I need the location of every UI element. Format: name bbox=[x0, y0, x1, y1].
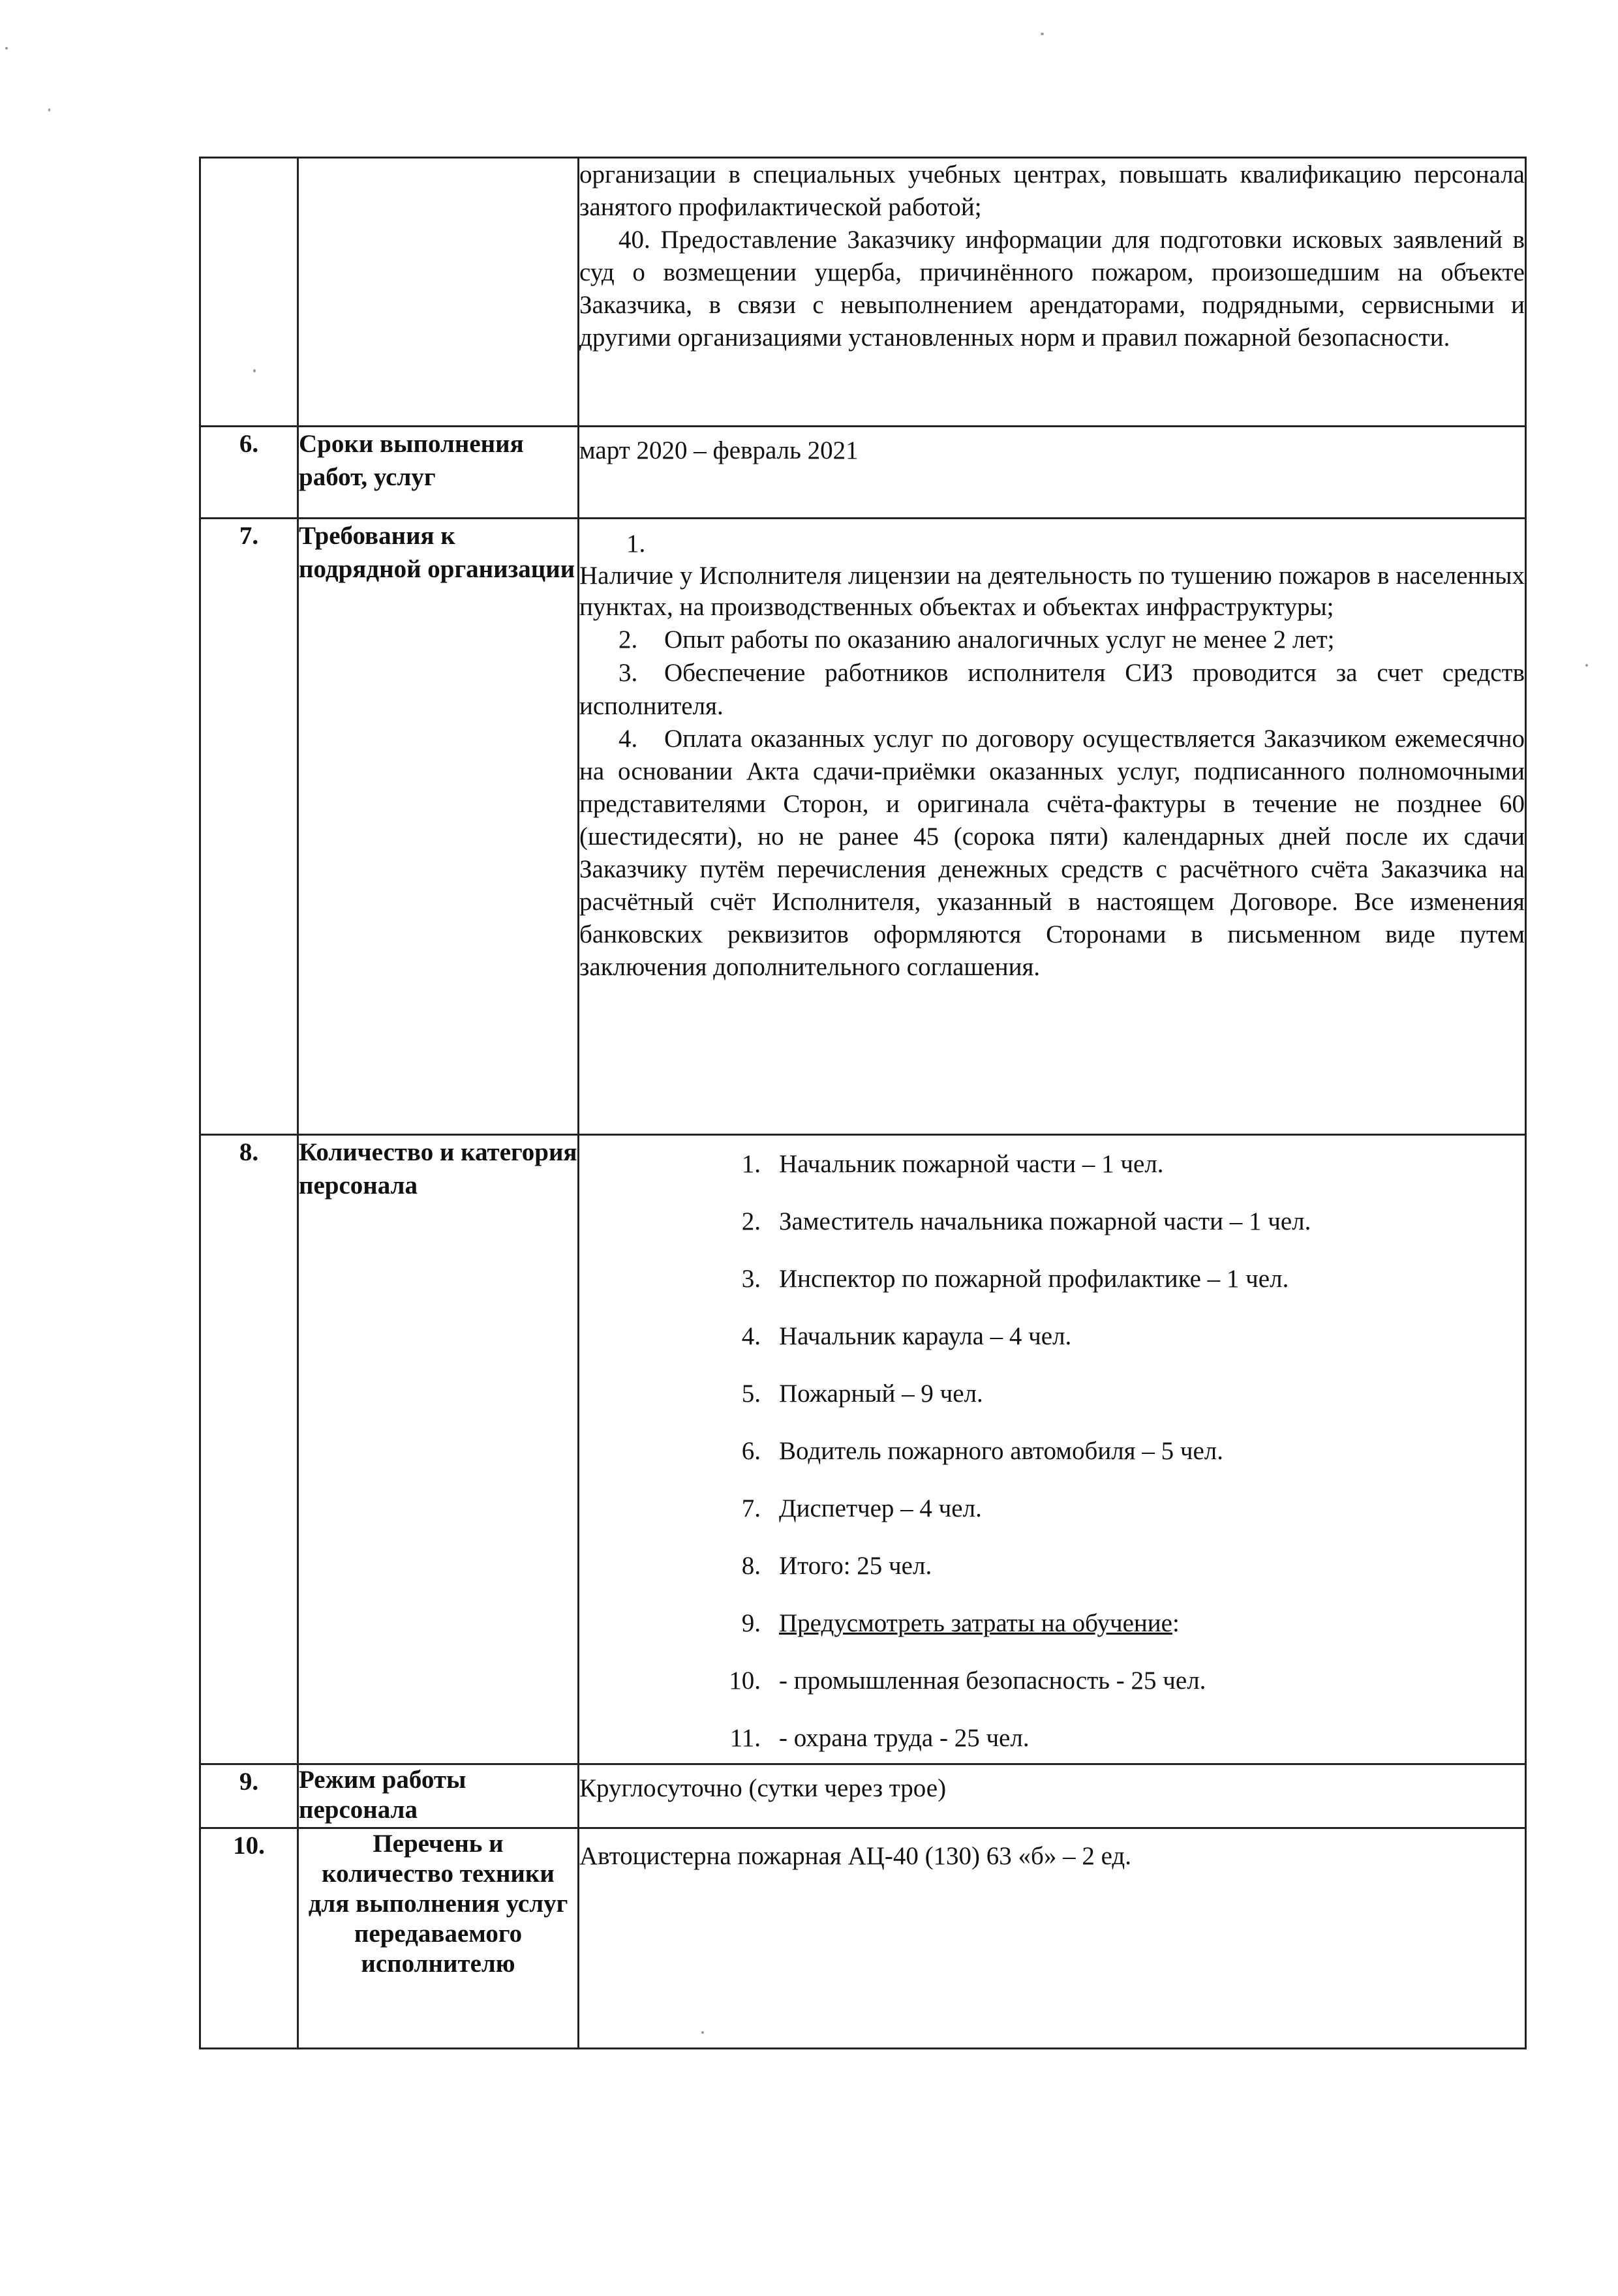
row-content bbox=[579, 519, 1526, 1135]
scan-speck bbox=[48, 108, 50, 112]
list-item-text: - охрана труда - 25 чел. bbox=[779, 1724, 1030, 1752]
list-item bbox=[579, 1262, 1525, 1296]
requirement-item-3-text: Обеспечение работников исполнителя СИЗ проводится за счет средств исполнителя. bbox=[579, 659, 1525, 720]
scan-speck bbox=[1041, 33, 1044, 35]
row-number-cell bbox=[200, 158, 298, 427]
table-row-8 bbox=[200, 1135, 1526, 1764]
list-item-text: Заместитель начальника пожарной части – 1 чел. bbox=[779, 1207, 1311, 1235]
list-item bbox=[579, 1607, 1525, 1640]
requirement-item-1-number: 1. bbox=[626, 530, 646, 558]
requirement-item-4-text: Оплата оказанных услуг по договору осуществляется Заказчиком ежемесячно на основании Акта сдачи-приёмки оказанных услуг, подписанного полномочными представителями Сторон, и оригинала счёта-фактуры в течение не позднее 60 (шестидесяти), но не ранее 45 (сорока пяти) календарных дней после их сдачи Заказчику путём перечисления денежных средств с расчётного счёта Заказчика на расчётный счёт Исполнителя, указанный в настоящем Договоре. Все изменения банковских реквизитов оформляются Сторонами в письменном виде путем заключения дополнительного соглашения. bbox=[579, 725, 1525, 981]
list-item-number: 10. bbox=[729, 1667, 761, 1695]
row-number: 10. bbox=[200, 1828, 298, 2049]
row-heading: Режим работы персонала bbox=[298, 1764, 579, 1828]
list-item-number: 11. bbox=[729, 1724, 761, 1752]
requirement-item-4-number: 4. bbox=[618, 725, 638, 753]
list-item bbox=[579, 1320, 1525, 1353]
list-item-number: 3. bbox=[741, 1265, 761, 1293]
row-content-cell bbox=[579, 158, 1526, 427]
list-item bbox=[579, 1549, 1525, 1583]
row-heading: Количество и категория персонала bbox=[298, 1135, 579, 1764]
requirements-table bbox=[199, 157, 1527, 2049]
list-item-text: Пожарный – 9 чел. bbox=[779, 1380, 983, 1408]
row-number: 7. bbox=[200, 519, 298, 1135]
list-item-number: 6. bbox=[741, 1437, 761, 1465]
list-item-number: 2. bbox=[741, 1207, 761, 1235]
list-item bbox=[579, 1147, 1525, 1181]
list-item bbox=[579, 1721, 1525, 1755]
list-item-text: Начальник пожарной части – 1 чел. bbox=[779, 1150, 1164, 1178]
requirement-item-2 bbox=[579, 623, 1525, 656]
requirement-item-4 bbox=[579, 723, 1525, 984]
list-item-number: 1. bbox=[741, 1150, 761, 1178]
scan-speck bbox=[5, 47, 8, 50]
list-item-text: Инспектор по пожарной профилактике – 1 чел. bbox=[779, 1265, 1289, 1293]
row-heading: Перечень и количество техники для выполнения услуг передаваемого исполнителю bbox=[298, 1828, 579, 2049]
row-number: 9. bbox=[200, 1764, 298, 1828]
list-item-text: Итого: 25 чел. bbox=[779, 1552, 932, 1580]
table-row-10 bbox=[200, 1828, 1526, 2049]
underlined-text: Предусмотреть затраты на обучение bbox=[779, 1609, 1172, 1637]
requirement-item-3-number: 3. bbox=[618, 659, 638, 687]
list-item-number: 4. bbox=[741, 1322, 761, 1350]
requirement-item-2-text: Опыт работы по оказанию аналогичных услуг не менее 2 лет; bbox=[664, 626, 1335, 654]
item-40-paragraph: 40. Предоставление Заказчику информации для подготовки исковых заявлений в суд о возмещении ущерба, причинённого пожаром, произошедшим на объекте Заказчика, в связи с невыполнением арендаторами, подрядными, сервисными и другими организациями установленных норм и правил пожарной безопасности. bbox=[579, 226, 1525, 352]
list-item bbox=[579, 1434, 1525, 1468]
row-content: Круглосуточно (сутки через трое) bbox=[579, 1764, 1526, 1828]
table-row-continuation bbox=[200, 158, 1526, 427]
list-item-text: Диспетчер – 4 чел. bbox=[779, 1494, 982, 1522]
row-number: 8. bbox=[200, 1135, 298, 1764]
row-heading: Требования к подрядной организации bbox=[298, 519, 579, 1135]
list-item-text: - промышленная безопасность - 25 чел. bbox=[779, 1667, 1206, 1695]
list-item-text bbox=[779, 1607, 1525, 1640]
list-item-number: 5. bbox=[741, 1380, 761, 1408]
requirement-item-3 bbox=[579, 656, 1525, 723]
colon: : bbox=[1172, 1609, 1180, 1637]
requirement-item-1-text: Наличие у Исполнителя лицензии на деятельность по тушению пожаров в населенных пунктах, на производственных объектах и объектах инфраструктуры; bbox=[579, 562, 1525, 621]
table-row-6 bbox=[200, 427, 1526, 519]
table-row-7 bbox=[200, 519, 1526, 1135]
staff-list bbox=[579, 1147, 1525, 1755]
row-content: март 2020 – февраль 2021 bbox=[579, 427, 1526, 519]
list-item bbox=[579, 1205, 1525, 1239]
list-item-number: 7. bbox=[741, 1494, 761, 1522]
list-item bbox=[579, 1492, 1525, 1526]
row-content: Автоцистерна пожарная АЦ-40 (130) 63 «б» – 2 ед. bbox=[579, 1828, 1526, 2049]
list-item-number: 9. bbox=[741, 1609, 761, 1637]
row-heading: Сроки выполнения работ, услуг bbox=[298, 427, 579, 519]
table-row-9 bbox=[200, 1764, 1526, 1828]
list-item bbox=[579, 1377, 1525, 1411]
continued-paragraph: организации в специальных учебных центрах, повышать квалификацию персонала занятого профилактической работой; bbox=[579, 160, 1525, 221]
row-content bbox=[579, 1135, 1526, 1764]
list-item-text: Водитель пожарного автомобиля – 5 чел. bbox=[779, 1437, 1223, 1465]
list-item bbox=[579, 1664, 1525, 1698]
scan-speck bbox=[1585, 664, 1588, 667]
row-heading-cell bbox=[298, 158, 579, 427]
row-number: 6. bbox=[200, 427, 298, 519]
list-item-text: Начальник караула – 4 чел. bbox=[779, 1322, 1072, 1350]
list-item-number: 8. bbox=[741, 1552, 761, 1580]
requirement-item-2-number: 2. bbox=[618, 626, 638, 654]
